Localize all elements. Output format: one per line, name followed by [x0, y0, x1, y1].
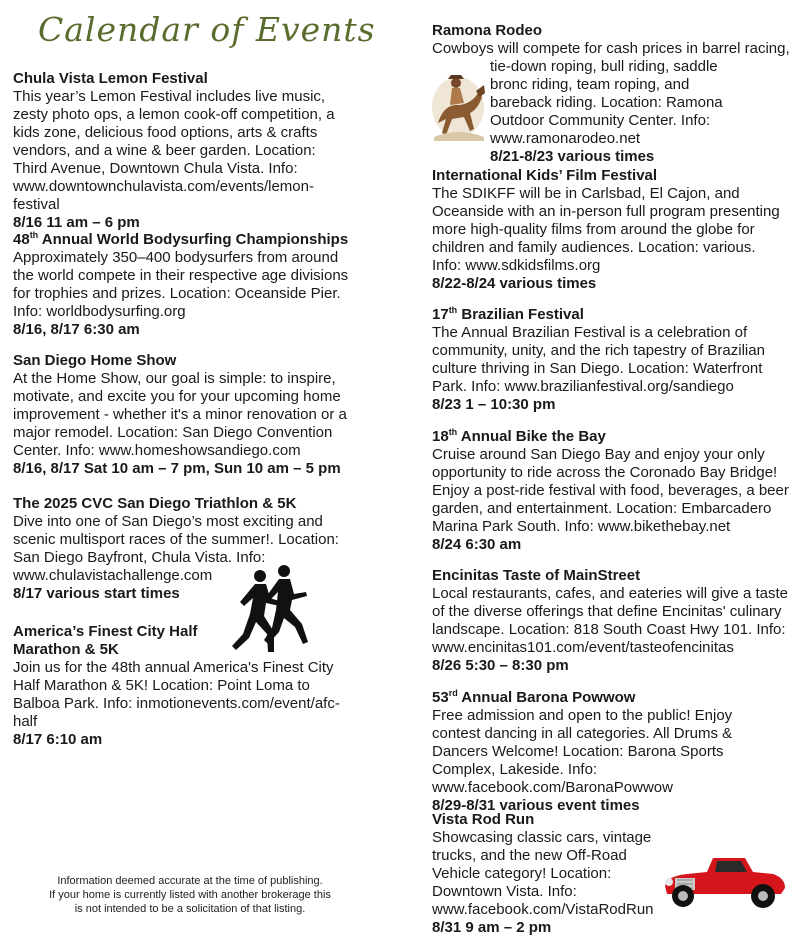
event-description: Cruise around San Diego Bay and enjoy your only opportunity to ride across the Coronado Bay Bridge! Enjoy a post-ride festival with food, beverages, a beer garden, and entertainment. Location: Embarcadero Marina Park South. Info: www.bikethebay.net — [432, 446, 789, 535]
event-date-time: 8/24 6:30 am — [432, 536, 522, 553]
event-encinitas-taste — [432, 567, 794, 675]
page-title: Calendar of Events — [38, 10, 376, 49]
event-title: International Kids’ Film Festival — [432, 167, 658, 184]
event-description: The SDIKFF will be in Carlsbad, El Cajon, and Oceanside with an in-person full program presenting more high-quality films from around the globe for children and family audiences. Location: various. Info: www.sdkidsfilms.org — [432, 185, 780, 274]
event-date-time: 8/26 5:30 – 8:30 pm — [432, 657, 569, 674]
event-title: 53rd Annual Barona Powwow — [432, 688, 636, 706]
event-barona-powwow — [432, 689, 782, 815]
event-brazilian-festival — [432, 306, 767, 414]
event-title: 48th Annual World Bodysurfing Championships — [13, 230, 349, 248]
event-description: Free admission and open to the public! Enjoy contest dancing in all categories. All Drums & Dancers Welcome! Location: Barona Sports Complex, Lakeside. Info: www.facebook.com/BaronaPowwow — [432, 707, 733, 796]
event-title: Vista Rod Run — [432, 811, 535, 828]
event-description: Local restaurants, cafes, and eateries will give a taste of the diverse offerings that define Encinitas' culinary landscape. Location: 818 South Coast Hwy 101. Info: www.encinitas101.com/event/tasteofencinitas — [432, 585, 789, 656]
event-description: Dive into one of San Diego’s most exciting and scenic multisport races of the summer!. Location: San Diego Bayfront, Chula Vista. Info: www.chulavistachallenge.com — [13, 513, 339, 584]
event-date-time: 8/31 9 am – 2 pm — [432, 919, 552, 936]
event-kids-film-festival — [432, 167, 780, 293]
event-date-time: 8/29-8/31 various event times — [432, 797, 640, 814]
event-title: Chula Vista Lemon Festival — [13, 70, 208, 87]
event-home-show — [13, 352, 353, 478]
event-date-time: 8/17 6:10 am — [13, 731, 103, 748]
event-date-time: 8/16, 8/17 Sat 10 am – 7 pm, Sun 10 am – 5 pm — [13, 460, 341, 477]
event-bodysurfing — [13, 231, 358, 339]
event-description: The Annual Brazilian Festival is a celebration of community, unity, and the rich tapestry of Brazilian culture thriving in San Diego. Location: Waterfront Park. Info: www.brazilianfestival.org/sandiego — [432, 324, 765, 395]
event-ramona-rodeo — [432, 22, 792, 166]
event-description: Showcasing classic cars, vintage trucks, and the new Off-Road Vehicle category! Location: Downtown Vista. Info: www.facebook.com/VistaRodRun — [432, 829, 654, 918]
event-bike-the-bay — [432, 428, 794, 554]
runners-silhouette-icon — [224, 562, 316, 656]
event-date-time: 8/23 1 – 10:30 pm — [432, 396, 556, 413]
event-date-time: 8/22-8/24 various times — [432, 275, 597, 292]
event-date-time: 8/16 11 am – 6 pm — [13, 214, 140, 231]
event-description: tie-down roping, bull riding, saddle bronc riding, team roping, and bareback riding. Location: Ramona Outdoor Community Center. Info: www.ramonarodeo.net — [490, 58, 723, 147]
event-title: Ramona Rodeo — [432, 22, 543, 39]
event-description: Approximately 350–400 bodysurfers from around the world compete in their respective age divisions for trophies and prizes. Location: Oceanside Pier. Info: worldbodysurfing.org — [13, 249, 349, 320]
event-title: America’s Finest City Half Marathon & 5K — [13, 623, 198, 658]
red-hot-rod-car-icon — [657, 852, 789, 910]
event-date-time: 8/16, 8/17 6:30 am — [13, 321, 140, 338]
disclaimer: Information deemed accurate at the time of publishing. If your home is currently listed with another brokerage this is not intended to be a solicitation of that listing. — [49, 875, 331, 915]
event-description: Join us for the 48th annual America's Finest City Half Marathon & 5K! Location: Point Loma to Balboa Park. Info: inmotionevents.com/event/afc-half — [13, 659, 340, 730]
rodeo-rider-icon — [430, 63, 486, 143]
event-date-time: 8/17 various start times — [13, 585, 180, 602]
event-title: San Diego Home Show — [13, 352, 177, 369]
event-description: At the Home Show, our goal is simple: to inspire, motivate, and excite you for your upcoming home improvement - whether it's a minor renovation or a major remodel. Location: San Diego Convention Center. Info: www.homeshowsandiego.com — [13, 370, 347, 459]
event-description: This year’s Lemon Festival includes live music, zesty photo ops, a lemon cook-off competition, a kids zone, delicious food options, arts & crafts vendors, and a wine & beer garden. Location: Third Avenue, Downtown Chula Vista. Info: www.downtownchulavista.com/events/lemon-festival — [13, 88, 335, 213]
event-description-lead: Cowboys will compete for cash prices in barrel racing, — [432, 40, 790, 57]
event-lemon-festival — [13, 70, 353, 232]
event-title: 18th Annual Bike the Bay — [432, 427, 606, 445]
event-title: 17th Brazilian Festival — [432, 305, 584, 323]
event-title: Encinitas Taste of MainStreet — [432, 567, 641, 584]
event-date-time: 8/21-8/23 various times — [490, 148, 655, 165]
event-title: The 2025 CVC San Diego Triathlon & 5K — [13, 495, 297, 512]
